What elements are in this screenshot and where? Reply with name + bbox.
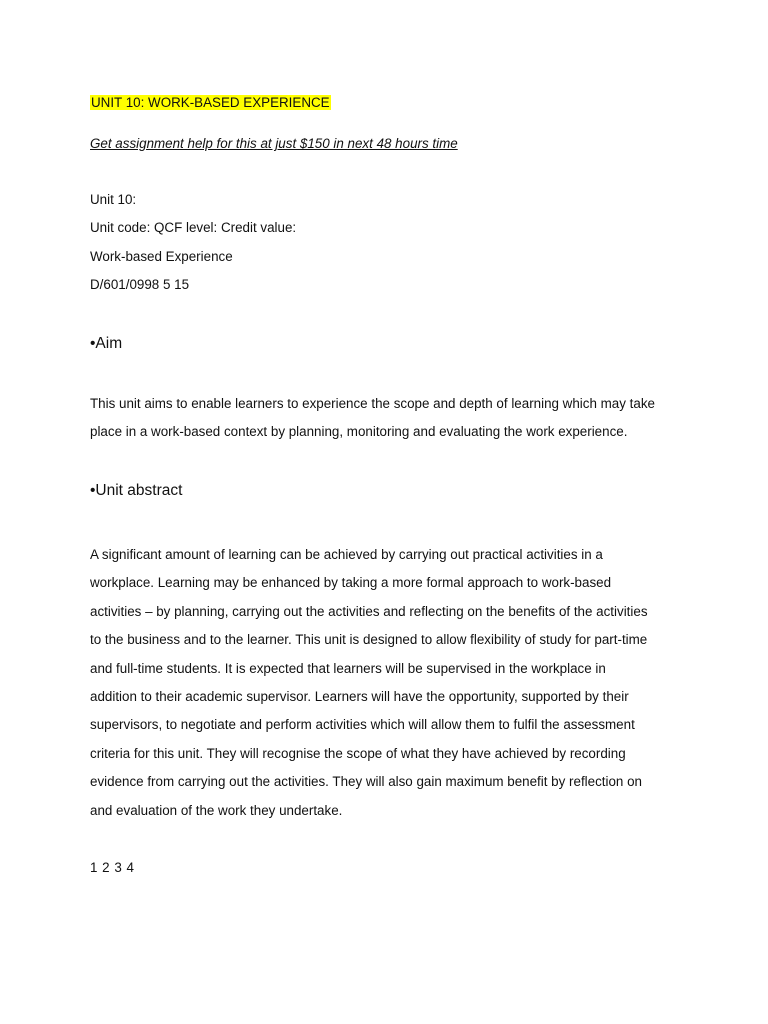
unit-abstract-heading: •Unit abstract: [90, 482, 183, 499]
abstract-line: evidence from carrying out the activities. They will also gain maximum benefit by reflection on: [90, 774, 642, 790]
unit-code-labels: Unit code: QCF level: Credit value:: [90, 220, 297, 235]
abstract-line: activities – by planning, carrying out the activities and reflecting on the benefits of the activities: [90, 603, 648, 619]
promo-link[interactable]: Get assignment help for this at just $150 in next 48 hours time: [90, 136, 458, 151]
aim-line: place in a work-based context by planning, monitoring and evaluating the work experience.: [90, 424, 628, 440]
unit-abstract-paragraph: [90, 546, 690, 830]
abstract-line: and evaluation of the work they undertake.: [90, 802, 343, 818]
unit-name: Work-based Experience: [90, 249, 233, 264]
unit-values: D/601/0998 5 15: [90, 277, 190, 292]
abstract-line: addition to their academic supervisor. Learners will have the opportunity, supported by their: [90, 688, 629, 704]
unit-number: Unit 10:: [90, 192, 137, 207]
aim-paragraph: [90, 395, 690, 452]
aim-line: This unit aims to enable learners to experience the scope and depth of learning which may take: [90, 396, 655, 411]
abstract-line: workplace. Learning may be enhanced by taking a more formal approach to work-based: [90, 575, 612, 591]
abstract-line: and full-time students. It is expected that learners will be supervised in the workplace in: [90, 660, 606, 676]
title-highlight: UNIT 10: WORK-BASED EXPERIENCE: [91, 95, 330, 110]
document-title: [90, 94, 331, 112]
page-numbers: 1 2 3 4: [90, 860, 135, 875]
aim-heading: •Aim: [90, 335, 123, 352]
abstract-line: supervisors, to negotiate and perform activities which will allow them to fulfil the assessment: [90, 717, 635, 733]
abstract-line: A significant amount of learning can be achieved by carrying out practical activities in a: [90, 547, 603, 562]
abstract-line: to the business and to the learner. This unit is designed to allow flexibility of study for part-time: [90, 632, 648, 648]
abstract-line: criteria for this unit. They will recognise the scope of what they have achieved by recording: [90, 745, 626, 761]
